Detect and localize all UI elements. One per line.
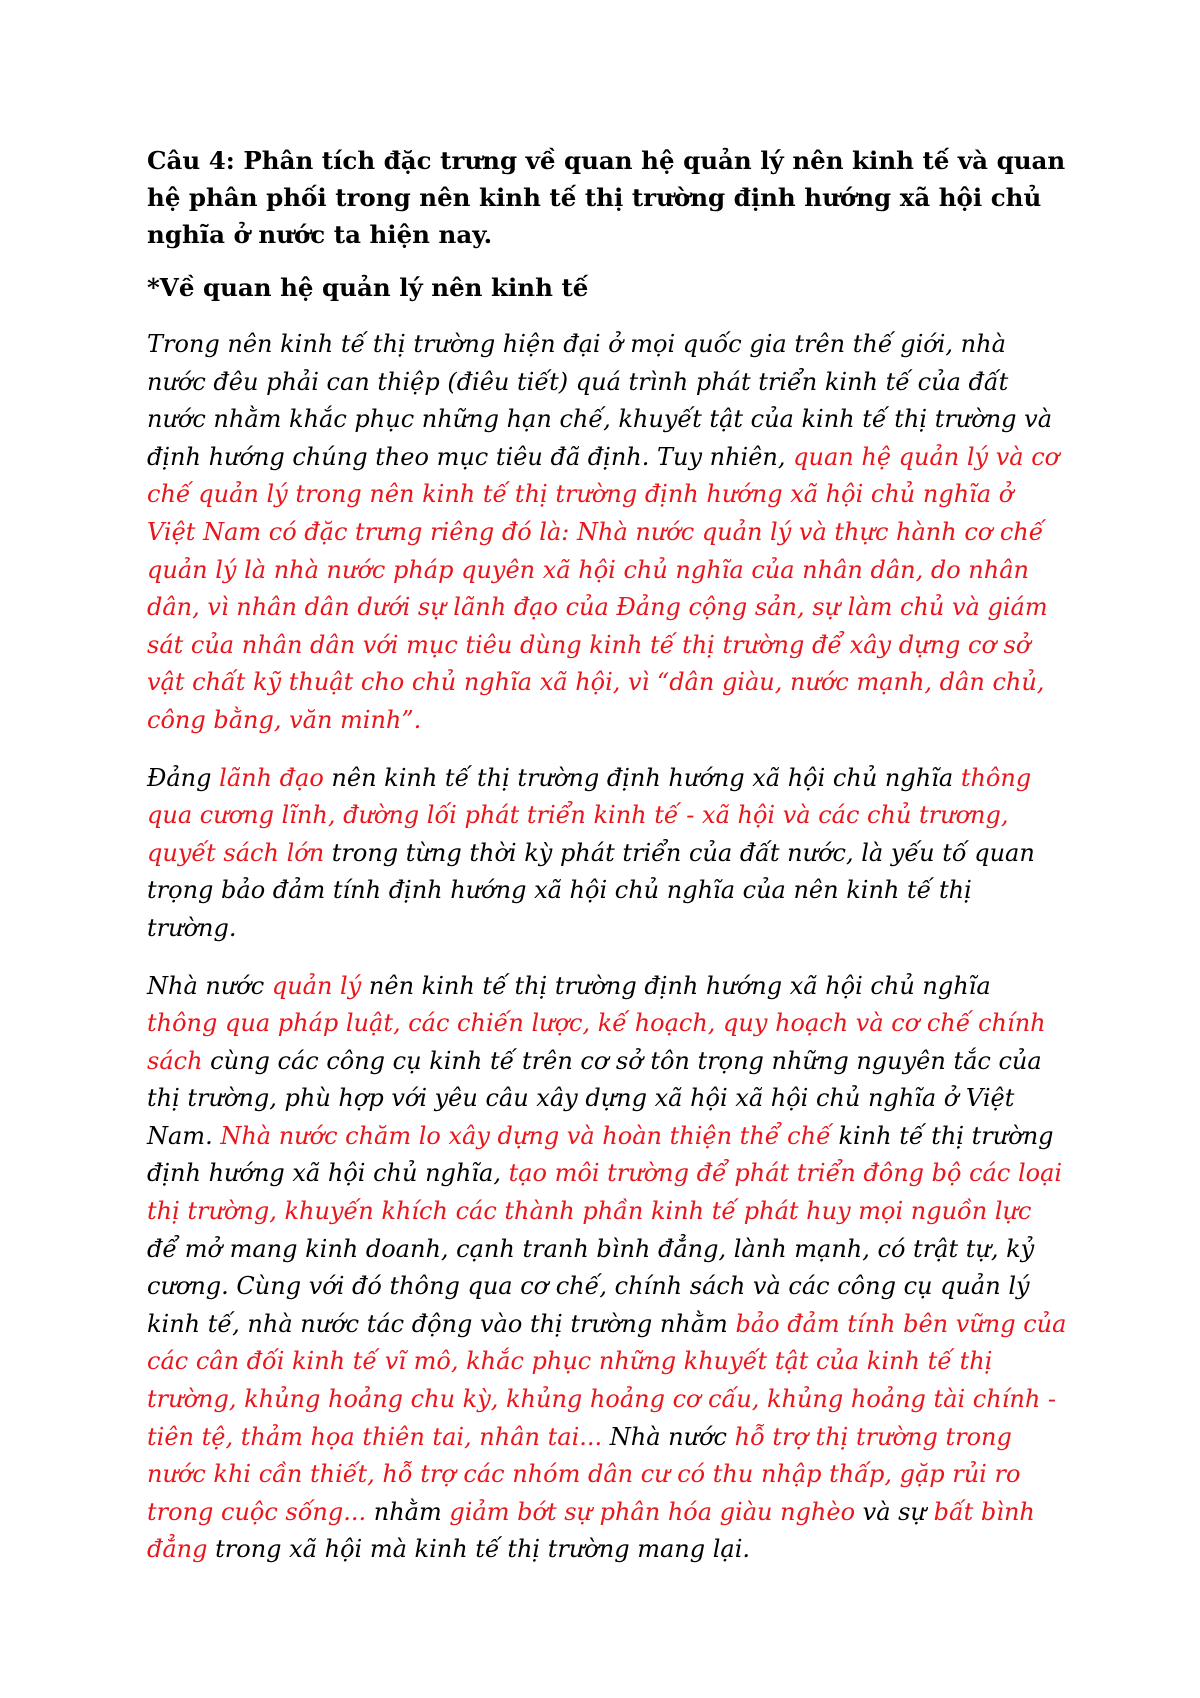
highlighted-text-run: tạo môi trường để phát triển đông bộ các loại thị trường, khuyến khích các thành phần kinh tế phát huy mọi nguồn lực (147, 1159, 1063, 1226)
text-run: trong xã hội mà kinh tế thị trường mang lại. (207, 1535, 751, 1564)
highlighted-text-run: thông qua cương lĩnh, đường lối phát triển kinh tế - xã hội và các chủ trương, quyết sách lớn (147, 763, 1032, 867)
text-run: kinh tế thị trường định hướng xã hội chủ nghĩa, (147, 1121, 1054, 1188)
highlighted-text-run: thông qua pháp luật, các chiến lược, kế hoạch, quy hoạch và cơ chế chính sách (147, 1009, 1046, 1075)
highlighted-text-run: lãnh đạo (219, 763, 324, 792)
text-run: và sự (855, 1497, 934, 1526)
question-title: Câu 4: Phân tích đặc trưng về quan hệ quản lý nên kinh tế và quan hệ phân phối trong nên kinh tế thị trường định hướng xã hội chủ nghĩa ở nước ta hiện nay. (147, 146, 1066, 249)
section-heading: *Về quan hệ quản lý nên kinh tế (147, 273, 589, 302)
paragraph-3 (147, 968, 1067, 1570)
highlighted-text-run: bảo đảm tính bên vững của các cân đối kinh tế vĩ mô, khắc phục những khuyết tật của kinh tế thị trường, khủng hoảng chu kỳ, khủng hoảng cơ cấu, khủng hoảng tài chính - tiên tệ, thảm họa thiên tai, nhân tai... (147, 1309, 1067, 1451)
highlighted-text-run: Nhà nước chăm lo xây dựng và hoàn thiện thể chế (220, 1121, 831, 1150)
text-run: Nhà nước (602, 1422, 735, 1451)
highlighted-text-run: quan hệ quản lý và cơ chế quản lý trong nên kinh tế thị trường định hướng xã hội chủ nghĩa ở Việt Nam có đặc trưng riêng đó là: Nhà nước quản lý và thực hành cơ chế quản lý là nhà nước pháp quyên xã hội chủ nghĩa của nhân dân, do nhân dân, vì nhân dân dưới sự lãnh đạo của Đảng cộng sản, sự làm chủ và giám sát của nhân dân với mục tiêu dùng kinh tế thị trường để xây dựng cơ sở vật chất kỹ thuật cho chủ nghĩa xã hội, vì “dân giàu, nước mạnh, dân chủ, công bằng, văn minh”. (147, 442, 1060, 734)
paragraph-1 (147, 326, 1067, 740)
text-run: nhằm (366, 1497, 450, 1526)
highlighted-text-run: hỗ trợ thị trường trong nước khi cần thiết, hỗ trợ các nhóm dân cư có thu nhập thấp, gặp rủi ro trong cuộc sống... (147, 1422, 1021, 1526)
highlighted-text-run: giảm bớt sự phân hóa giàu nghèo (449, 1497, 856, 1526)
text-run: trong từng thời kỳ phát triển của đất nước, là yếu tố quan trọng bảo đảm tính định hướng xã hội chủ nghĩa của nên kinh tế thị trường. (147, 838, 1035, 942)
text-run: cùng các công cụ kinh tế trên cơ sở tôn trọng những nguyên tắc của thị trường, phù hợp với yêu câu xây dựng xã hội xã hội chủ nghĩa ở Việt Nam. (147, 1046, 1042, 1150)
highlighted-text-run: bất bình đẳng (147, 1497, 1035, 1564)
text-run: Nhà nước (147, 971, 272, 1000)
paragraph-2 (147, 760, 1067, 948)
text-run: nên kinh tế thị trường định hướng xã hội chủ nghĩa (323, 763, 961, 792)
document-page (147, 142, 1067, 1589)
text-run: để mở mang kinh doanh, cạnh tranh bình đẳng, lành mạnh, có trật tự, kỷ cương. Cùng với đó thông qua cơ chế, chính sách và các công cụ quản lý kinh tế, nhà nước tác động vào thị trường nhằm (147, 1234, 1035, 1338)
text-run: nên kinh tế thị trường định hướng xã hội chủ nghĩa (361, 971, 991, 1000)
text-run: Trong nên kinh tế thị trường hiện đại ở mọi quốc gia trên thế giới, nhà nước đêu phải can thiệp (điêu tiết) quá trình phát triển kinh tế của đất nước nhằm khắc phục những hạn chế, khuyết tật của kinh tế thị trường và định hướng chúng theo mục tiêu đã định. Tuy nhiên, (147, 330, 1053, 471)
highlighted-text-run: quản lý (271, 971, 362, 1000)
text-run: Đảng (147, 763, 220, 792)
